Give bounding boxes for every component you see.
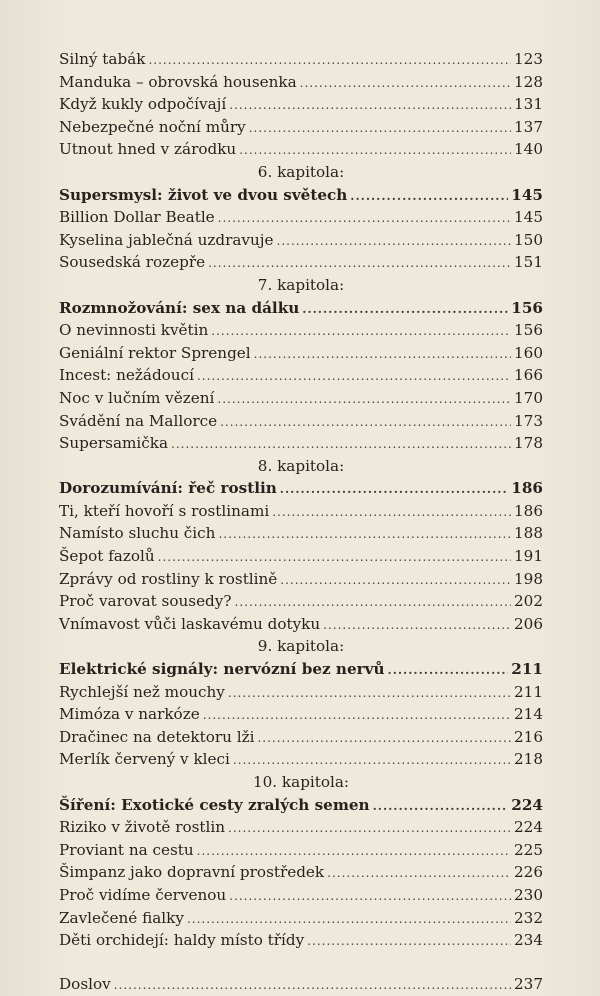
dot-leader: [203, 704, 511, 727]
dot-leader: [211, 320, 511, 343]
dot-leader: [235, 591, 511, 614]
entry-page-number: 123: [514, 50, 543, 68]
entry-page-number: 214: [514, 705, 543, 724]
toc-entry: [59, 116, 543, 139]
chapter-title: Šíření: Exotické cesty zralých semen: [59, 795, 370, 814]
dot-leader: [257, 727, 511, 750]
entry-title: Proč varovat sousedy?: [59, 592, 232, 611]
dot-leader: [228, 817, 511, 840]
entry-page-number: 151: [514, 253, 543, 272]
entry-page-number: 234: [514, 931, 543, 950]
entry-page-number: 211: [511, 660, 543, 679]
dot-leader: [114, 974, 511, 996]
entry-title: Noc v lučním vězení: [59, 388, 215, 407]
toc-entry: [59, 545, 543, 568]
dot-leader: [187, 908, 511, 931]
dot-leader: [218, 207, 511, 230]
entry-page-number: 202: [514, 592, 543, 611]
entry-page-number: 186: [511, 479, 543, 498]
toc-entry: [59, 861, 543, 884]
dot-leader: [350, 185, 508, 208]
toc-entry: [59, 500, 543, 523]
dot-leader: [233, 749, 511, 772]
entry-title: Ti, kteří hovoří s rostlinami: [59, 501, 270, 520]
toc-entry: [59, 93, 543, 116]
toc-entry: [59, 342, 543, 365]
entry-title: Sousedská rozepře: [59, 253, 206, 272]
toc-entry: [59, 703, 543, 726]
toc-entry: [59, 907, 543, 930]
chapter-heading: 9. kapitola:: [257, 637, 345, 656]
entry-page-number: 216: [514, 727, 543, 746]
dot-leader: [249, 117, 511, 140]
entry-title: Proč vidíme červenou: [59, 885, 227, 904]
dot-leader: [373, 795, 509, 818]
dot-leader: [148, 49, 511, 72]
dot-leader: [277, 230, 512, 253]
entry-title: Manduka – obrovská housenka: [59, 72, 297, 91]
dot-leader: [220, 411, 511, 434]
dot-leader: [158, 546, 511, 569]
entry-title: Rychlejší než mouchy: [59, 682, 225, 701]
toc-entry: [59, 251, 543, 274]
toc-entry: [59, 229, 543, 252]
chapter-title: Dorozumívání: řeč rostlin: [59, 479, 277, 498]
chapter-title: Rozmnožování: sex na dálku: [59, 298, 300, 317]
toc-entry: [59, 432, 543, 455]
entry-page-number: 156: [511, 298, 543, 317]
toc-entry: [59, 522, 543, 545]
toc-entry: [59, 206, 543, 229]
dot-leader: [197, 365, 511, 388]
toc-entry: [59, 929, 543, 952]
toc-entry: [59, 590, 543, 613]
entry-title: Zavlečené fialky: [59, 908, 184, 927]
entry-title: Kyselina jablečná uzdravuje: [59, 230, 274, 249]
entry-page-number: 191: [514, 547, 543, 566]
toc-entry: [59, 839, 543, 862]
entry-title: Billion Dollar Beatle: [59, 208, 215, 227]
dot-leader: [280, 569, 511, 592]
entry-title: Supersamička: [59, 434, 169, 453]
entry-title: Riziko v životě rostlin: [59, 818, 226, 837]
entry-title: Šepot fazolů: [59, 547, 155, 566]
toc-entry: [59, 568, 543, 591]
toc-entry: [59, 748, 543, 771]
chapter-heading: 8. kapitola:: [257, 456, 345, 475]
entry-page-number: 173: [514, 411, 543, 430]
entry-page-number: 188: [514, 524, 543, 543]
entry-title: Mimóza v narkóze: [59, 705, 200, 724]
dot-leader: [327, 862, 511, 885]
entry-page-number: 230: [514, 885, 543, 904]
entry-title: Incest: nežádoucí: [59, 366, 194, 385]
toc-entry: [59, 816, 543, 839]
entry-title: Děti orchidejí: haldy místo třídy: [59, 931, 305, 950]
dot-leader: [218, 523, 511, 546]
entry-page-number: 128: [514, 72, 543, 91]
entry-title: Šimpanz jako dopravní prostředek: [59, 863, 325, 882]
dot-leader: [280, 478, 509, 501]
entry-page-number: 237: [514, 974, 543, 993]
toc-entry: [59, 410, 543, 433]
chapter-heading: 6. kapitola:: [257, 162, 345, 181]
dot-leader: [229, 885, 511, 908]
toc-entry: [59, 613, 543, 636]
toc-entry: [59, 138, 543, 161]
toc-entry: [59, 387, 543, 410]
entry-title: Dračinec na detektoru lži: [59, 727, 255, 746]
entry-title: Proviant na cestu: [59, 840, 194, 859]
entry-page-number: 178: [514, 434, 543, 453]
entry-title: Utnout hned v zárodku: [59, 140, 237, 159]
entry-page-number: 170: [514, 388, 543, 407]
entry-page-number: 232: [514, 908, 543, 927]
entry-page-number: 218: [514, 750, 543, 769]
entry-page-number: 186: [514, 501, 543, 520]
entry-page-number: 140: [514, 140, 543, 159]
chapter-title: Supersmysl: život ve dvou světech: [59, 185, 348, 204]
toc-entry: [59, 71, 543, 94]
chapter-title: Elektrické signály: nervózní bez nervů: [59, 660, 385, 679]
entry-page-number: 166: [514, 366, 543, 385]
toc-entry: [59, 364, 543, 387]
entry-title: Silný tabák: [59, 50, 146, 68]
dot-leader: [239, 139, 511, 162]
dot-leader: [229, 94, 511, 117]
entry-page-number: 131: [514, 95, 543, 114]
entry-title: Namísto sluchu čich: [59, 524, 216, 543]
entry-page-number: 206: [514, 614, 543, 633]
toc-entry: [59, 48, 543, 71]
dot-leader: [228, 682, 511, 705]
dot-leader: [208, 252, 511, 275]
dot-leader: [272, 501, 511, 524]
table-of-contents: [59, 48, 543, 995]
entry-title: Vnímavost vůči laskavému dotyku: [59, 614, 321, 633]
entry-page-number: 226: [514, 863, 543, 882]
entry-page-number: 145: [514, 208, 543, 227]
entry-page-number: 150: [514, 230, 543, 249]
entry-title: Doslov: [59, 974, 111, 993]
entry-title: Svádění na Mallorce: [59, 411, 218, 430]
section-gap: [59, 952, 543, 973]
chapter-title-entry: [59, 297, 543, 320]
dot-leader: [171, 433, 511, 456]
entry-title: Merlík červený v kleci: [59, 750, 230, 769]
entry-title: Nebezpečné noční můry: [59, 117, 246, 136]
chapter-title-entry: [59, 658, 543, 681]
entry-page-number: 160: [514, 343, 543, 362]
chapter-title-entry: [59, 477, 543, 500]
toc-entry: [59, 884, 543, 907]
toc-entry: [59, 319, 543, 342]
entry-page-number: 225: [514, 840, 543, 859]
dot-leader: [302, 298, 508, 321]
entry-page-number: 145: [511, 185, 543, 204]
dot-leader: [307, 930, 511, 953]
chapter-heading: 7. kapitola:: [257, 275, 345, 294]
toc-entry: [59, 681, 543, 704]
entry-page-number: 198: [514, 569, 543, 588]
entry-page-number: 211: [514, 682, 543, 701]
entry-page-number: 156: [514, 321, 543, 340]
toc-entry: [59, 726, 543, 749]
dot-leader: [323, 614, 511, 637]
dot-leader: [197, 840, 511, 863]
entry-page-number: 224: [511, 795, 543, 814]
entry-title: Geniální rektor Sprengel: [59, 343, 251, 362]
entry-page-number: 137: [514, 117, 543, 136]
dot-leader: [300, 72, 511, 95]
toc-entry-afterword: [59, 973, 543, 996]
chapter-title-entry: [59, 184, 543, 207]
entry-title: O nevinnosti květin: [59, 321, 209, 340]
chapter-heading: 10. kapitola:: [252, 773, 350, 791]
dot-leader: [388, 659, 509, 682]
entry-title: Zprávy od rostliny k rostlině: [59, 569, 278, 588]
entry-page-number: 224: [514, 818, 543, 837]
chapter-title-entry: [59, 794, 543, 817]
dot-leader: [217, 388, 511, 411]
dot-leader: [254, 343, 511, 366]
entry-title: Když kukly odpočívají: [59, 95, 227, 114]
